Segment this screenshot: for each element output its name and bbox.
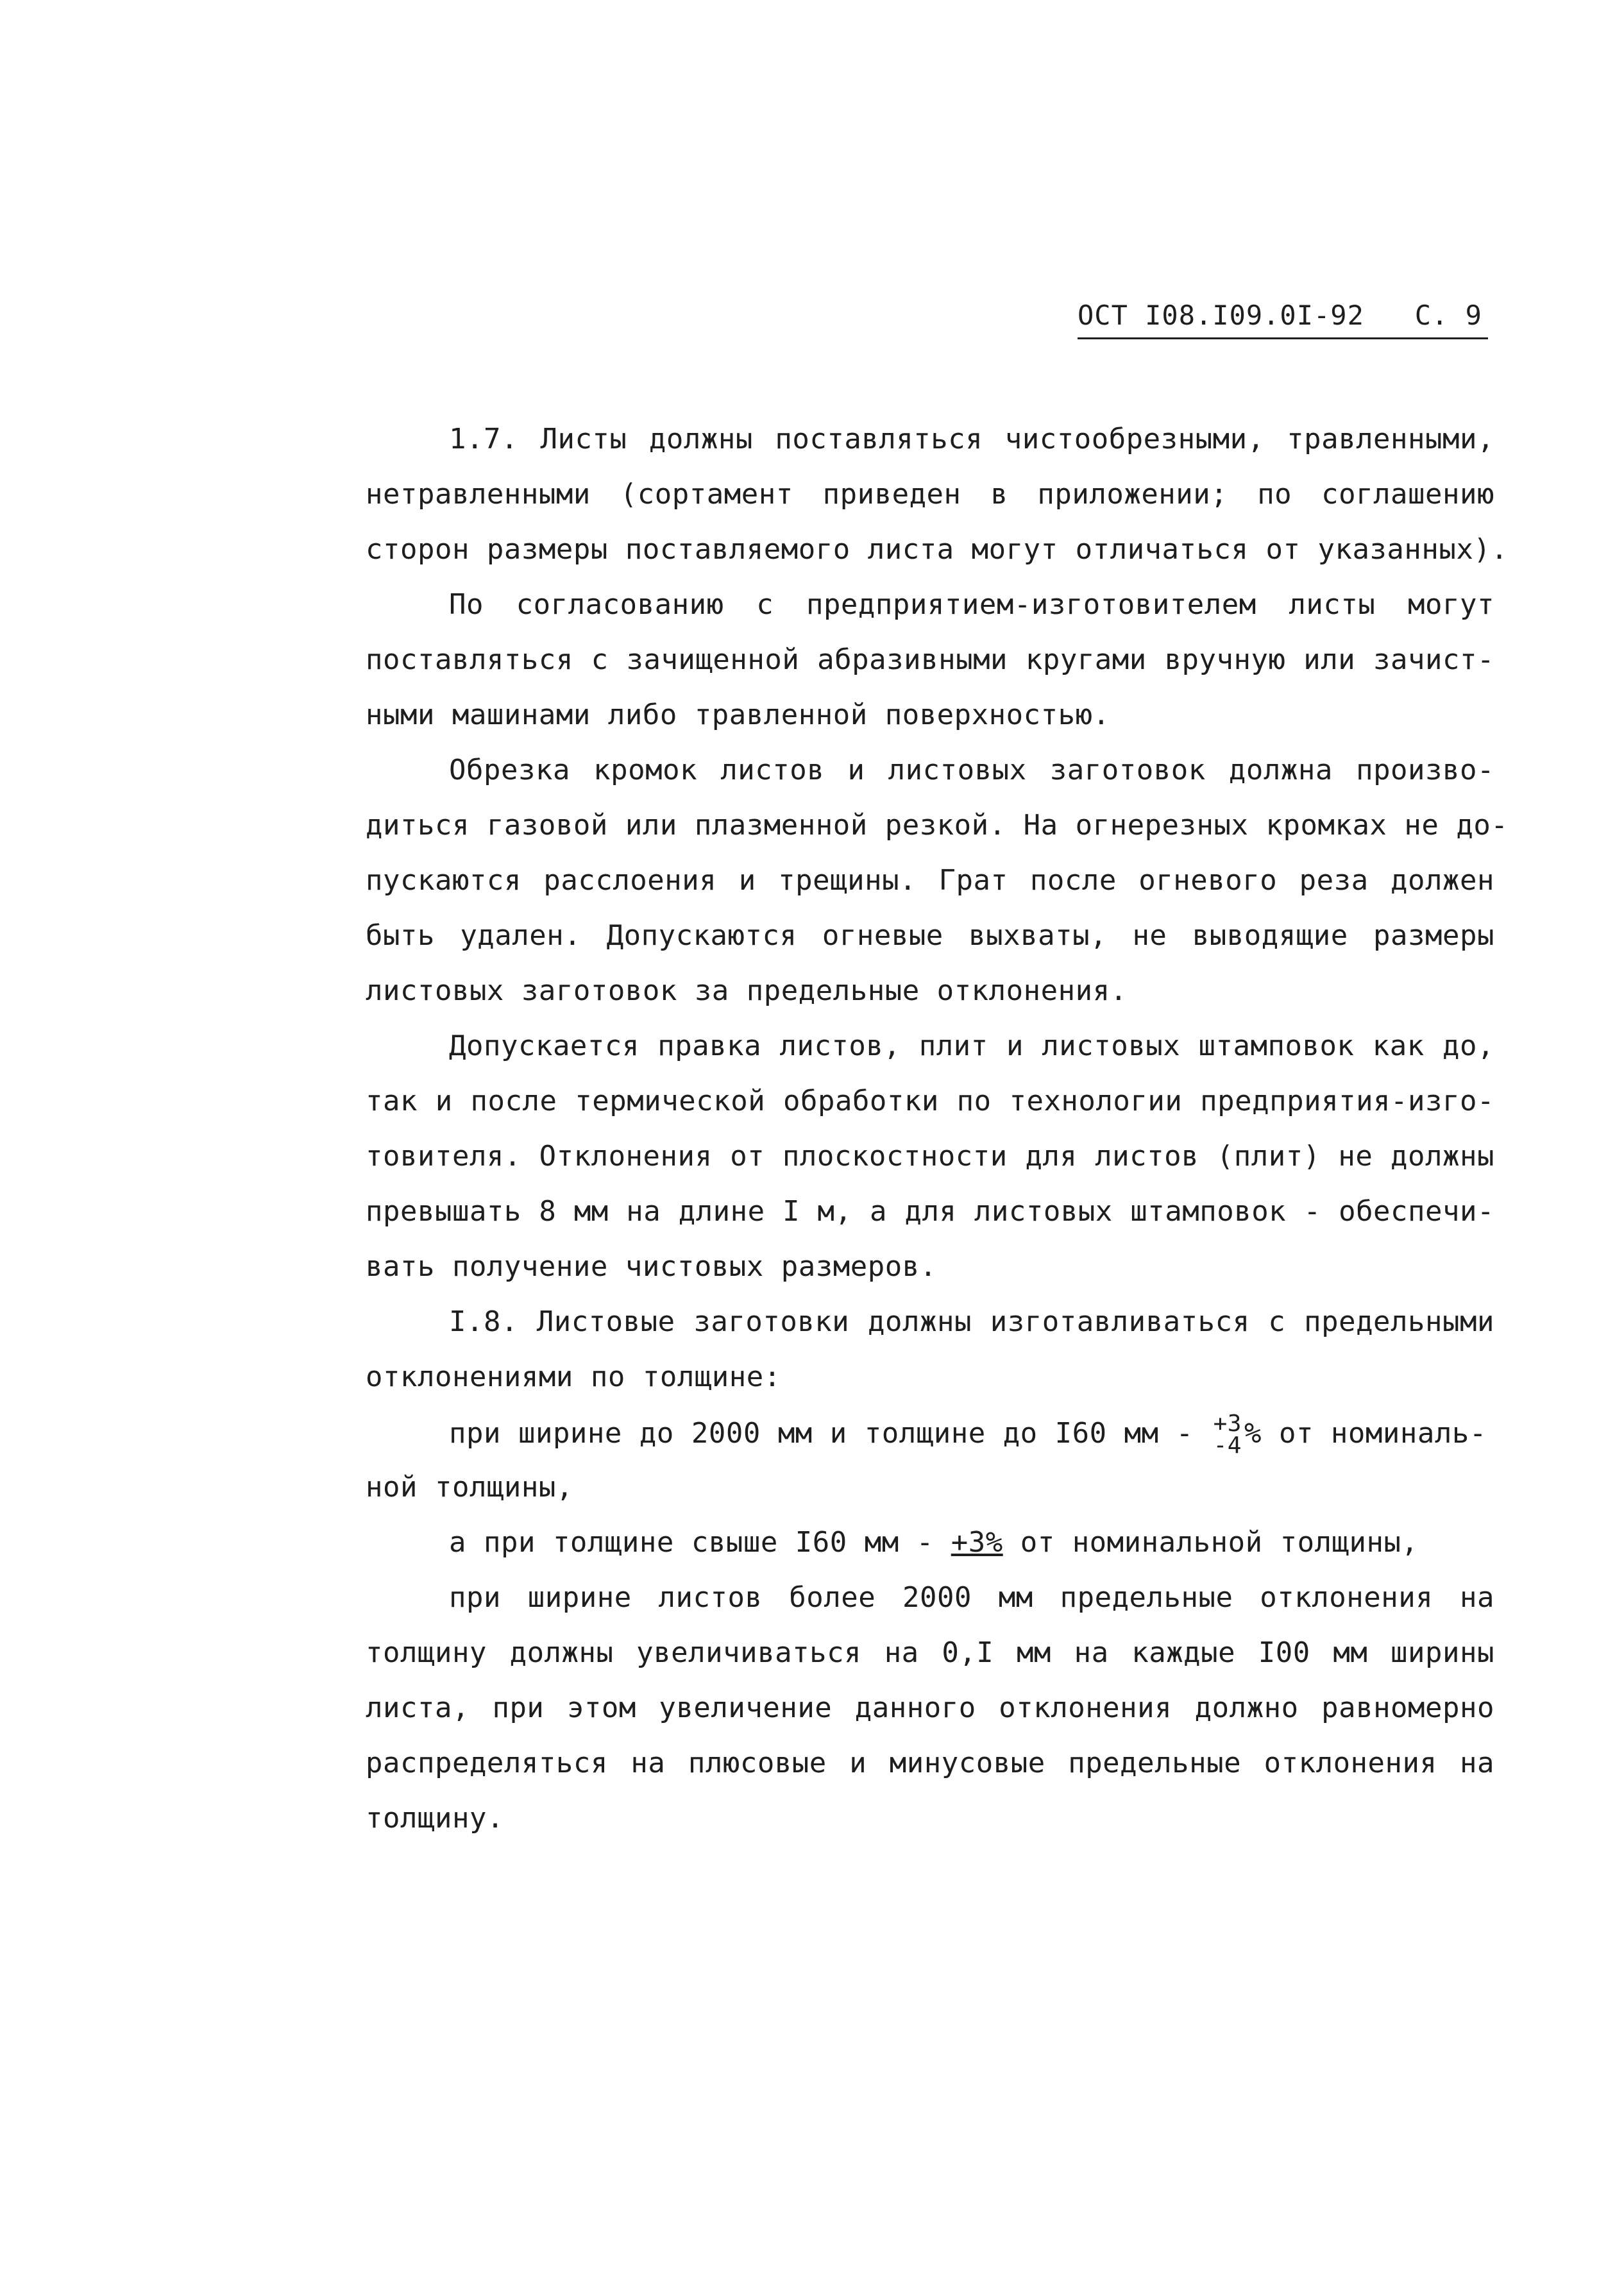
- document-code: ОСТ I08.I09.0I-92: [1078, 300, 1364, 331]
- text-line: ными машинами либо травленной поверхностью.: [366, 699, 1110, 731]
- text-line: отклонениями по толщине:: [366, 1361, 781, 1393]
- text-line: сторон размеры поставляемого листа могут отличаться от указанных).: [366, 533, 1509, 566]
- text-line: превышать 8 мм на длине I м, а для листовых штамповок - обеспечи-: [366, 1195, 1494, 1228]
- text-line: распределяться на плюсовые и минусовые предельные отклонения на: [366, 1747, 1494, 1779]
- text-line: быть удален. Допускаются огневые выхваты, не выводящие размеры: [366, 919, 1494, 952]
- text-line: диться газовой или плазменной резкой. На огнерезных кромках не до-: [366, 809, 1509, 842]
- text-fragment: при ширине до 2000 мм и толщине до I60 мм -: [449, 1417, 1194, 1450]
- tolerance-fraction: [1214, 1413, 1242, 1457]
- text-line: листовых заготовок за предельные отклонения.: [366, 974, 1128, 1007]
- text-line: Обрезка кромок листов и листовых заготовок должна произво-: [449, 754, 1494, 786]
- text-line: нетравленными (сортамент приведен в приложении; по соглашению: [366, 478, 1494, 511]
- tolerance-unit: %: [1244, 1417, 1262, 1450]
- tolerance-line: [449, 1413, 1494, 1457]
- text-line: поставляться с зачищенной абразивными кругами вручную или зачист-: [366, 643, 1494, 676]
- text-fragment: от номинальной толщины,: [1020, 1526, 1419, 1559]
- text-line: при ширине листов более 2000 мм предельные отклонения на: [449, 1581, 1494, 1614]
- text-line: Допускается правка листов, плит и листовых штамповок как до,: [449, 1030, 1494, 1062]
- tolerance-line: [449, 1523, 1494, 1562]
- text-line: так и после термической обработки по технологии предприятия-изго-: [366, 1085, 1494, 1117]
- text-line: толщину.: [366, 1802, 504, 1835]
- page-header: [1078, 296, 1488, 339]
- tolerance-minus: -4: [1213, 1432, 1242, 1459]
- text-fragment: а при толщине свыше I60 мм -: [449, 1526, 934, 1559]
- tolerance-plus: +3: [1213, 1411, 1242, 1437]
- page-number: С. 9: [1414, 300, 1482, 331]
- text-line: ной толщины,: [366, 1471, 573, 1504]
- text-line: По согласованию с предприятием-изготовителем листы могут: [449, 588, 1494, 621]
- text-line: 1.7. Листы должны поставляться чистообрезными, травленными,: [449, 423, 1494, 455]
- tolerance-value: +3%: [951, 1526, 1003, 1559]
- text-line: I.8. Листовые заготовки должны изготавливаться с предельными: [449, 1305, 1494, 1338]
- text-line: листа, при этом увеличение данного отклонения должно равномерно: [366, 1692, 1494, 1724]
- text-line: товителя. Отклонения от плоскостности для листов (плит) не должны: [366, 1140, 1494, 1173]
- text-fragment: от номиналь-: [1278, 1417, 1487, 1450]
- text-line: пускаются расслоения и трещины. Грат после огневого реза должен: [366, 864, 1494, 897]
- text-line: вать получение чистовых размеров.: [366, 1250, 937, 1283]
- text-line: толщину должны увеличиваться на 0,I мм на каждые I00 мм ширины: [366, 1636, 1494, 1669]
